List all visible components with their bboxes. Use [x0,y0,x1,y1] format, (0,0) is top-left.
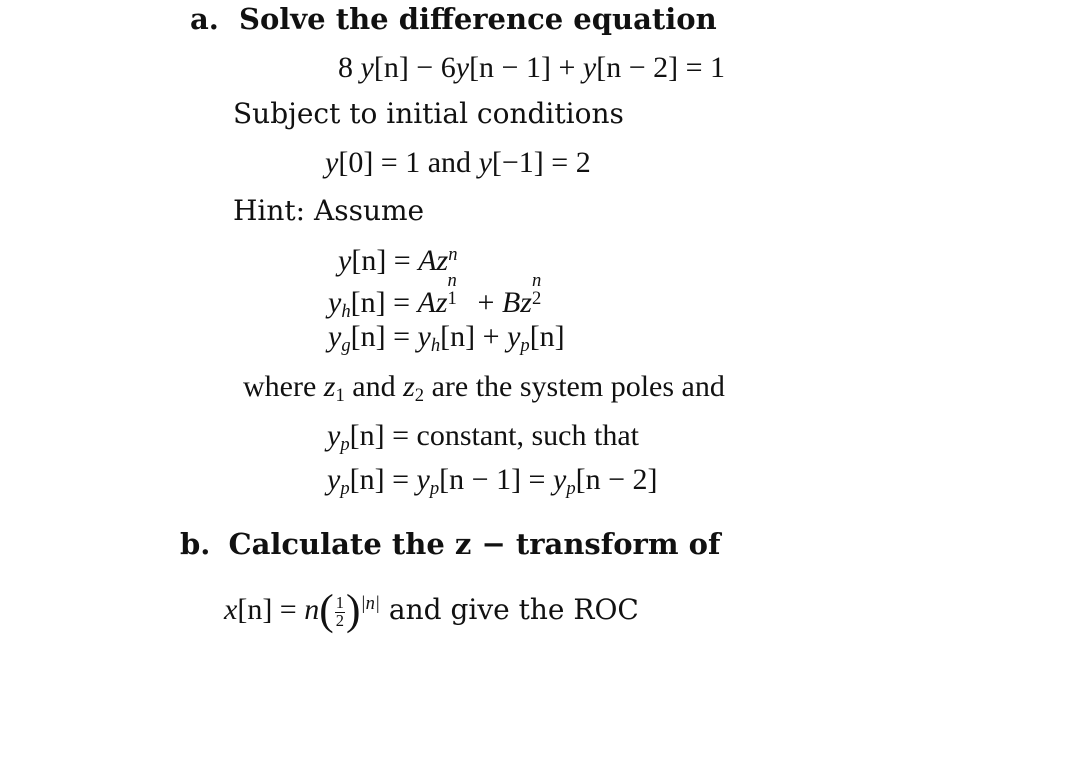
initial-conditions: y[0] = 1 and y[−1] = 2 [325,146,591,179]
part-b-label: b. [180,527,211,561]
part-a-title: Solve the difference equation [239,2,717,36]
hint-text: Hint: Assume [233,194,425,227]
difference-equation: 8 y[n] − 6y[n − 1] + y[n − 2] = 1 [338,51,726,84]
part-b-heading [180,527,721,561]
one-half-fraction: $\frac{1}{2}$ [335,593,344,630]
part-a-heading [190,2,717,36]
particular-line-1: yp[n] = constant, such that [327,419,639,456]
part-a-label: a. [190,2,219,36]
particular-line-2: yp[n] = yp[n − 1] = yp[n − 2] [327,463,658,500]
transform-expression: x[n] = n( $\frac{1}{2}$ )$^{|n|}$ and give the ROC [224,586,639,635]
hint-equation-3: yg[n] = yh[n] + yp[n] [328,320,565,357]
subject-text: Subject to initial conditions [233,97,624,130]
hint-equation-2: yh[n] = Az n 1 + Bz n 2 [328,269,542,323]
hint-equation-1: $y[n] = Az^n$ [338,243,458,277]
part-b-title: Calculate the z − transform of [228,527,721,561]
where-line: where z1 and z2 are the system poles and [243,370,725,407]
